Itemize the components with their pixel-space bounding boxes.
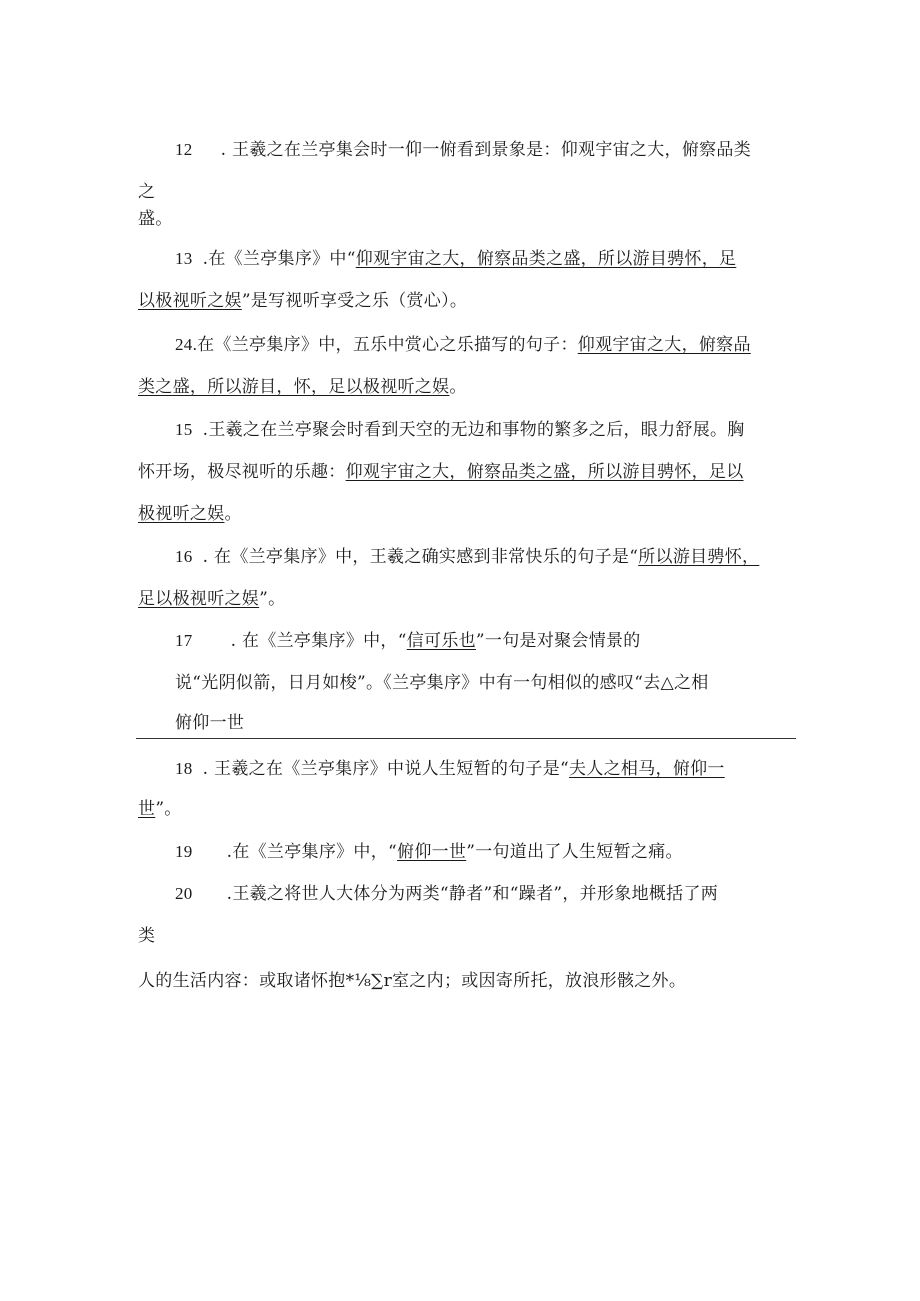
quoted-answer: 极视听之娱 [138, 504, 225, 524]
item-13-line-1 [175, 247, 736, 271]
item-17-line-3: 俯仰一世 [175, 713, 245, 733]
item-number: 13 [175, 249, 193, 268]
item-text: .在《兰亭集序》中“ [202, 249, 356, 269]
quoted-answer: 仰观宇宙之大，俯察品类之盛，所以游目骋怀，足 [355, 249, 737, 269]
item-16-line-2 [138, 587, 285, 611]
item-15-line-2 [138, 460, 744, 484]
quoted-answer: 以极视听之娱 [138, 291, 242, 311]
quoted-answer: 仰观宇宙之大，俯察品类之盛，所以游目骋怀，足以 [345, 462, 744, 482]
item-number: 15 [175, 420, 193, 439]
item-number: 17 [175, 631, 193, 650]
item-24-line-1 [175, 333, 751, 357]
quoted-answer: 信可乐也 [406, 631, 476, 651]
item-text: . 王羲之在兰亭集会时一仰一俯看到景象是：仰观宇宙之大，俯察品类 [220, 140, 752, 160]
item-15-line-1 [175, 418, 745, 442]
item-number: 18 [175, 759, 193, 778]
item-text: . 王羲之在《兰亭集序》中说人生短暂的句子是“ [202, 759, 570, 779]
item-20-line-2: 类 [138, 926, 156, 946]
item-20-line-3: 人的生活内容：或取诸怀抱*⅛∑r室之内；或因寄所托，放浪形骸之外。 [138, 971, 687, 991]
item-24-line-2 [138, 375, 467, 399]
item-18-line-1 [175, 757, 725, 781]
item-number: 24. [175, 335, 198, 354]
quoted-answer: 类之盛，所以游目，怀，足以极视听之娱 [138, 377, 450, 397]
item-20-line-1 [175, 882, 718, 906]
item-text: ”。 [155, 799, 182, 819]
quoted-answer: 世 [138, 799, 156, 819]
item-text: 。 [449, 377, 467, 397]
item-text: ”一句道出了人生短暂之痛。 [466, 842, 683, 862]
item-number: 19 [175, 842, 193, 861]
quoted-answer: 俯仰一世 [397, 842, 467, 862]
item-text: .王羲之在兰亭聚会时看到天空的无边和事物的繁多之后，眼力舒展。胸 [202, 420, 745, 440]
item-text: .王羲之将世人大体分为两类“静者”和“躁者”，并形象地概括了两 [226, 884, 719, 904]
item-text: ”。 [259, 589, 286, 609]
item-text: . 在《兰亭集序》中，王羲之确实感到非常快乐的句子是“ [202, 547, 639, 567]
item-12-line-2: 之 [138, 182, 156, 202]
item-17-line-2: 说“光阴似箭，日月如梭”。《兰亭集序》中有一句相似的感叹“去△之相 [175, 673, 709, 693]
item-text: ”一句是对聚会情景的 [475, 631, 641, 651]
item-text: 怀开场，极尽视听的乐趣： [138, 462, 346, 482]
item-text: .在《兰亭集序》中，“ [226, 842, 398, 862]
item-12-line-3: 盛。 [138, 209, 173, 229]
item-19-line-1 [175, 840, 683, 864]
item-12-line-1 [175, 138, 751, 162]
item-text: 在《兰亭集序》中，五乐中赏心之乐描写的句子： [197, 335, 578, 355]
item-number: 20 [175, 884, 193, 903]
quoted-answer: 夫人之相马，俯仰一 [569, 759, 725, 779]
quoted-answer: 足以极视听之娱 [138, 589, 260, 609]
item-text: . 在《兰亭集序》中，“ [230, 631, 407, 651]
answer-blank-line [136, 738, 796, 739]
item-number: 16 [175, 547, 193, 566]
item-text: 。 [224, 504, 242, 524]
item-number: 12 [175, 140, 193, 159]
item-text: ”是写视听享受之乐（赏心）。 [241, 291, 468, 311]
item-15-line-3 [138, 502, 242, 526]
item-18-line-2 [138, 797, 182, 821]
item-17-line-1 [175, 629, 641, 653]
item-13-line-2 [138, 289, 467, 313]
quoted-answer: 仰观宇宙之大，俯察品 [577, 335, 751, 355]
item-16-line-1 [175, 545, 759, 569]
quoted-answer: 所以游目骋怀， [638, 547, 760, 567]
